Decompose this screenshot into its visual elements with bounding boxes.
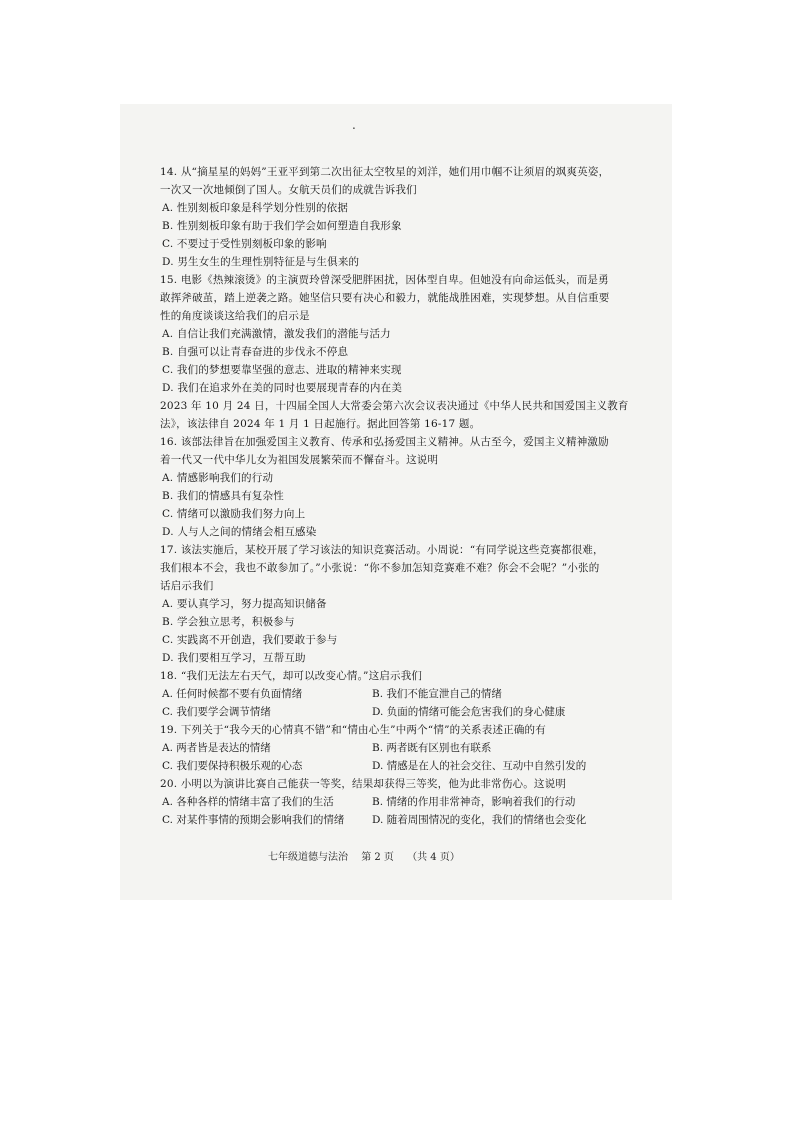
question-stem: 17. 该法实施后，某校开展了学习该法的知识竞赛活动。小周说：“有同学说这些竞赛都很难，	[160, 544, 604, 556]
option-c: C. 不要过于受性别刻板印象的影响	[162, 238, 327, 250]
question-stem: 着一代又一代中华儿女为祖国发展繁荣而不懈奋斗。这说明	[160, 454, 439, 466]
question-20	[160, 775, 636, 829]
material-intro	[160, 397, 636, 433]
option-a: A. 情感影响我们的行动	[162, 472, 274, 484]
question-stem: 性的角度谈谈这给我们的启示是	[160, 310, 310, 322]
question-stem: 19. 下列关于“我今天的心情真不错”和“情由心生”中两个“情”的关系表述正确的有	[160, 724, 546, 736]
option-b: B. 我们的情感具有复杂性	[162, 490, 284, 502]
option-c: C. 我们要保持积极乐观的心态	[162, 760, 303, 772]
option-d: D. 男生女生的生理性别特征是与生俱来的	[162, 256, 360, 268]
option-b: B. 两者既有区别也有联系	[372, 742, 492, 754]
question-stem: 话启示我们	[160, 580, 214, 592]
option-row	[160, 757, 636, 775]
scan-mark: .	[352, 118, 356, 132]
question-stem: 14. 从“摘星星的妈妈”王亚平到第二次出征太空牧星的刘洋，她们用巾帼不让须眉的飒爽英姿，	[160, 166, 610, 178]
question-14	[160, 163, 636, 271]
option-c: C. 实践离不开创造，我们要敢于参与	[162, 634, 338, 646]
option-a: A. 两者皆是表达的情绪	[162, 742, 271, 754]
question-stem: 我们根本不会，我也不敢参加了。”小张说：“你不参加怎知竞赛难不难？你会不会呢？”小张的	[160, 562, 600, 574]
option-c: C. 我们要学会调节情绪	[162, 706, 271, 718]
option-row	[160, 793, 636, 811]
question-19	[160, 721, 636, 775]
question-stem: 一次又一次地倾倒了国人。女航天员们的成就告诉我们	[160, 184, 417, 196]
option-a: A. 性别刻板印象是科学划分性别的依据	[162, 202, 349, 214]
option-c: C. 对某件事情的预期会影响我们的情绪	[162, 814, 345, 826]
option-a: A. 要认真学习，努力提高知识储备	[162, 598, 327, 610]
option-b: B. 性别刻板印象有助于我们学会如何塑造自我形象	[162, 220, 402, 232]
intro-text: 2023 年 10 月 24 日，十四届全国人大常委会第六次会议表决通过《中华人民共和国爱国主义教育	[160, 400, 629, 412]
option-d: D. 人与人之间的情绪会相互感染	[162, 526, 317, 538]
option-row	[160, 685, 636, 703]
option-a: A. 各种各样的情绪丰富了我们的生活	[162, 796, 334, 808]
option-a: A. 自信让我们充满激情，激发我们的潜能与活力	[162, 328, 391, 340]
page-footer	[268, 848, 470, 863]
option-d: D. 随着周围情况的变化，我们的情绪也会变化	[372, 814, 587, 826]
question-stem: 敢挥斧破茧，踏上逆袭之路。她坚信只要有决心和毅力，就能战胜困难，实现梦想。从自信重要	[160, 292, 610, 304]
option-d: D. 我们要相互学习，互帮互助	[162, 652, 306, 664]
question-stem: 15. 电影《热辣滚烫》的主演贾玲曾深受肥胖困扰，因体型自卑。但她没有向命运低头，而是勇	[160, 274, 609, 286]
option-b: B. 学会独立思考，积极参与	[162, 616, 295, 628]
option-c: C. 情绪可以激励我们努力向上	[162, 508, 306, 520]
option-a: A. 任何时候都不要有负面情绪	[162, 688, 303, 700]
option-row	[160, 739, 636, 757]
question-stem: 18. “我们无法左右天气，却可以改变心情。”这启示我们	[160, 670, 423, 682]
option-d: D. 情感是在人的社会交往、互动中自然引发的	[372, 760, 587, 772]
option-d: D. 我们在追求外在美的同时也要展现青春的内在美	[162, 382, 403, 394]
footer-subject: 七年级道德与法治	[268, 852, 348, 863]
question-18	[160, 667, 636, 721]
footer-total-pages: （共 4 页）	[407, 852, 460, 863]
option-row	[160, 811, 636, 829]
option-c: C. 我们的梦想要靠坚强的意志、进取的精神来实现	[162, 364, 402, 376]
exam-content	[160, 163, 636, 829]
question-stem: 20. 小明以为演讲比赛自己能获一等奖，结果却获得三等奖，他为此非常伤心。这说明	[160, 778, 567, 790]
option-b: B. 自强可以让青春奋进的步伐永不停息	[162, 346, 349, 358]
intro-text: 法》，该法律自 2024 年 1 月 1 日起施行。据此回答第 16-17 题。	[160, 418, 481, 430]
option-b: B. 我们不能宣泄自己的情绪	[372, 688, 502, 700]
option-b: B. 情绪的作用非常神奇，影响着我们的行动	[372, 796, 576, 808]
question-16	[160, 433, 636, 541]
question-stem: 16. 该部法律旨在加强爱国主义教育、传承和弘扬爱国主义精神。从古至今，爱国主义精神激励	[160, 436, 609, 448]
option-row	[160, 703, 636, 721]
question-17	[160, 541, 636, 667]
footer-page-number: 第 2 页	[361, 852, 394, 863]
option-d: D. 负面的情绪可能会危害我们的身心健康	[372, 706, 566, 718]
question-15	[160, 271, 636, 397]
